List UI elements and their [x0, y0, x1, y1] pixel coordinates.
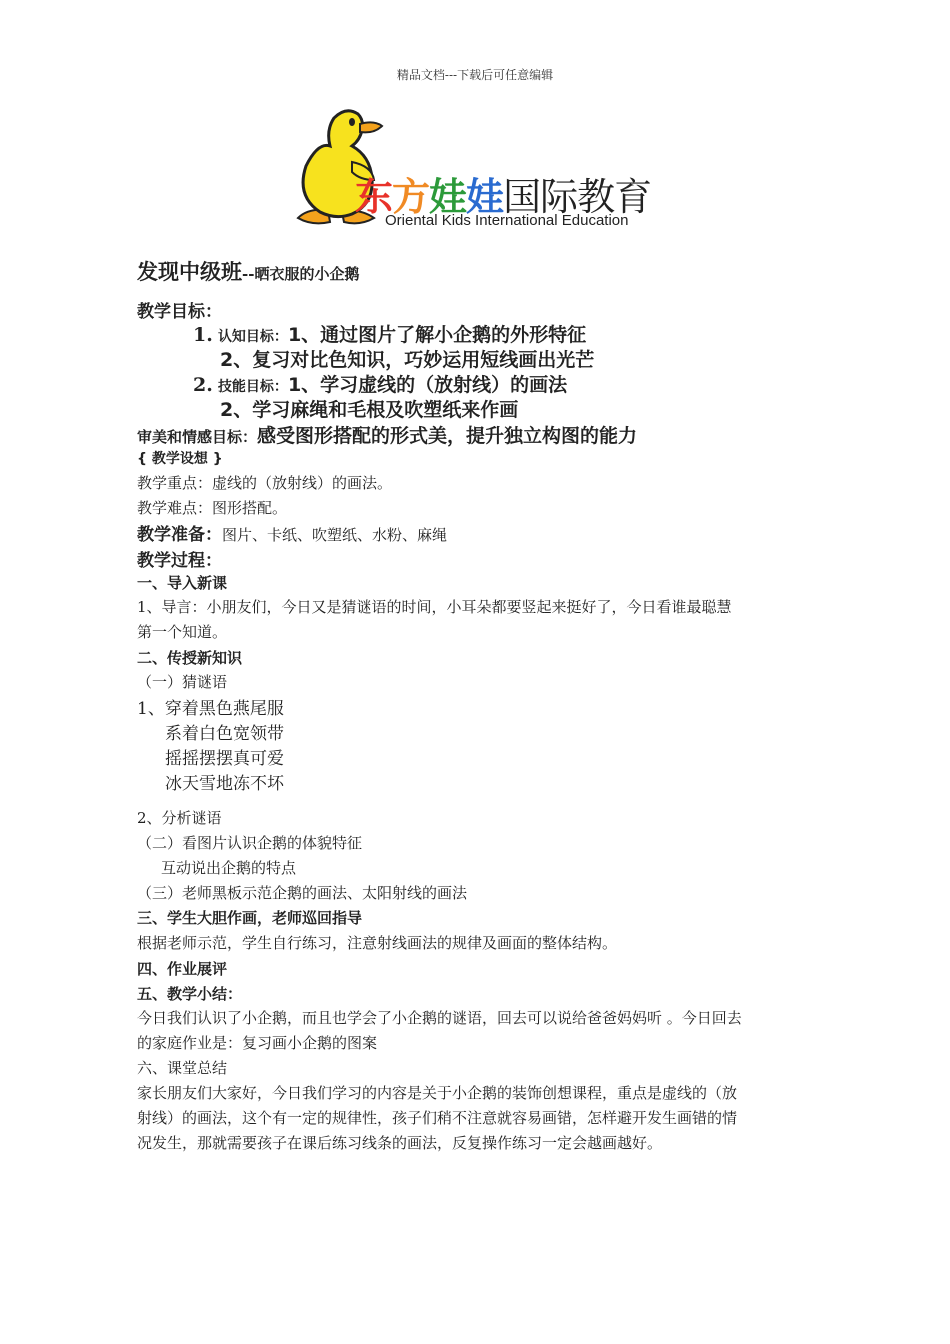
section-4-heading: 四、作业展评 [137, 960, 228, 978]
section-1-heading: 一、导入新课 [137, 574, 228, 592]
section-5-text-1: 今日我们认识了小企鹅，而且也学会了小企鹅的谜语，回去可以说给爸爸妈妈听 。今日回去 [137, 1009, 742, 1027]
section-2-heading: 二、传授新知识 [137, 649, 243, 667]
section-5-text-2: 的家庭作业是：复习画小企鹅的图案 [137, 1034, 378, 1052]
preparation: 教学准备：图片、卡纸、吹塑纸、水粉、麻绳 [137, 525, 448, 545]
section-6-text-1: 家长朋友们大家好，今日我们学习的内容是关于小企鹅的装饰创想课程，重点是虚线的（放 [137, 1084, 738, 1102]
page-title: 发现中级班--晒衣服的小企鹅 [137, 260, 360, 284]
section-6-heading: 六、课堂总结 [137, 1059, 228, 1077]
difficulty: 教学难点：图形搭配。 [137, 499, 288, 517]
section-3-heading: 三、学生大胆作画，老师巡回指导 [137, 909, 363, 927]
section-1-text-1: 1、导言：小朋友们，今日又是猜谜语的时间，小耳朵都要竖起来挺好了，今日看谁最聪慧 [137, 598, 732, 616]
goal-1: 1. 认知目标：1、通过图片了解小企鹅的外形特征 [193, 324, 587, 346]
riddle-line: 1、穿着黑色燕尾服 [137, 699, 284, 719]
riddle-line: 冰天雪地冻不坏 [165, 774, 284, 794]
goal-2: 2. 技能目标：1、学习虚线的（放射线）的画法 [193, 374, 568, 396]
design-heading: { 教学设想 } [137, 451, 223, 467]
key-point: 教学重点：虚线的（放射线）的画法。 [137, 474, 393, 492]
section-2-sub-3: （三）老师黑板示范企鹅的画法、太阳射线的画法 [137, 884, 468, 902]
analyze-riddle: 2、分析谜语 [137, 809, 222, 827]
logo-chinese: 东方娃娃国际教育 [355, 175, 652, 219]
goal-2-line-2: 2、学习麻绳和毛根及吹塑纸来作画 [220, 399, 519, 421]
goal-1-line-2: 2、复习对比色知识，巧妙运用短线画出光芒 [220, 349, 595, 371]
section-2-sub-2: （二）看图片认识企鹅的体貌特征 [137, 834, 363, 852]
section-6-text-3: 况发生，那就需要孩子在课后练习线条的画法，反复操作练习一定会越画越好。 [137, 1134, 663, 1152]
goals-heading: 教学目标： [137, 302, 222, 322]
section-6-text-2: 射线）的画法，这个有一定的规律性，孩子们稍不注意就容易画错，怎样避开发生画错的情 [137, 1109, 738, 1127]
header-note: 精品文档---下载后可任意编辑 [396, 68, 554, 82]
riddle-line: 系着白色宽领带 [165, 724, 284, 744]
section-3-text: 根据老师示范，学生自行练习，注意射线画法的规律及画面的整体结构。 [137, 934, 618, 952]
section-2-sub-2-text: 互动说出企鹅的特点 [161, 859, 297, 877]
riddle-line: 摇摇摆摆真可爱 [165, 749, 284, 769]
process-heading: 教学过程： [137, 551, 222, 571]
section-5-heading: 五、教学小结： [137, 985, 243, 1003]
school-logo [290, 100, 670, 240]
section-1-text-2: 第一个知道。 [137, 623, 228, 641]
section-2-sub-1: （一）猜谜语 [137, 673, 228, 691]
logo-english: Oriental Kids International Education [385, 212, 629, 229]
goal-3: 审美和情感目标：感受图形搭配的形式美，提升独立构图的能力 [137, 425, 638, 447]
